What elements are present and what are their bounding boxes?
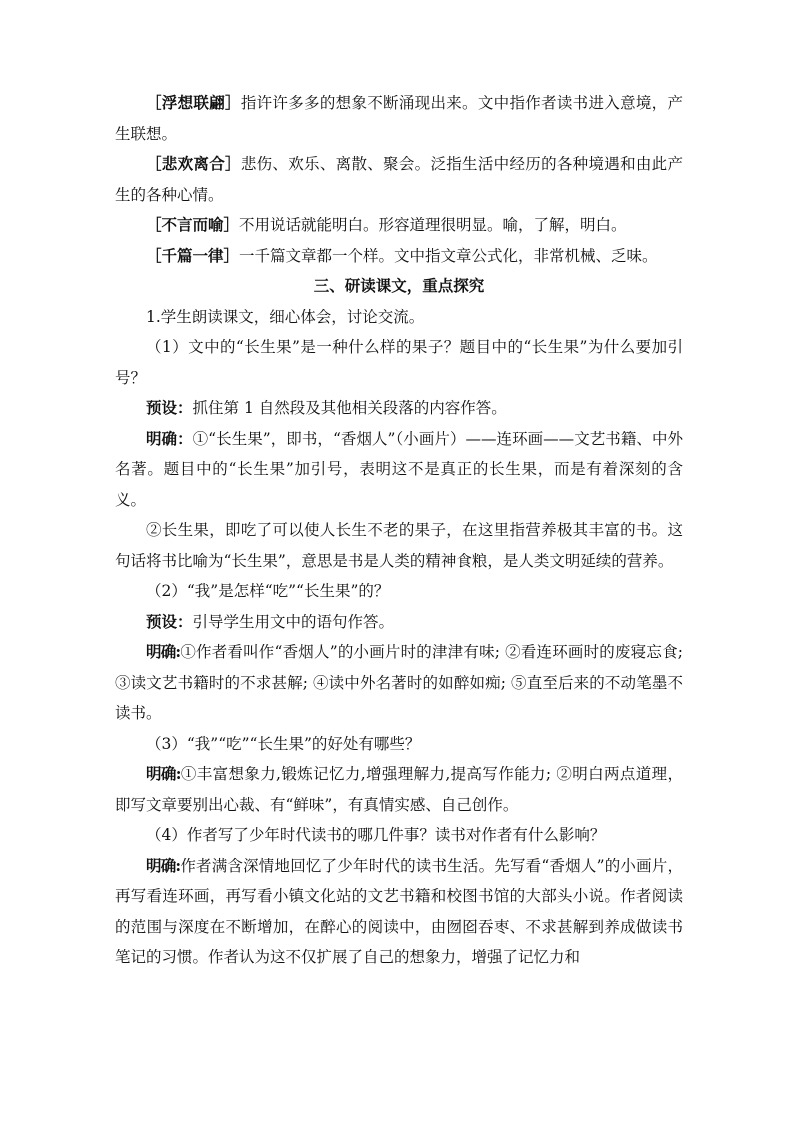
question-1-answer-2: ②长生果，即吃了可以使人长生不老的果子，在这里指营养极其丰富的书。这句话将书比喻为“长生果”，意思是书是人类的精神食粮，是人类文明延续的营养。 [115,521,683,570]
vocab-definition: 一千篇文章都一个样。文中指文章公式化，非常机械、乏味。 [239,246,658,265]
question-3: （3）“我”“吃”“长生果”的好处有哪些？ [146,734,421,753]
question-3-answer [115,759,683,820]
answer-text: ①“长生果”，即书，“香烟人”（小画片）——连环画——文艺书籍、中外名著。题目中的“长生果”加引号，表明这不是真正的长生果，而是有着深刻的含义。 [115,429,683,509]
preset-text: 抓住第 1 自然段及其他相关段落的内容作答。 [192,399,507,417]
question-1-answer [115,424,683,516]
preset-label: 预设： [146,611,193,631]
vocab-term: ［悲欢离合］ [146,154,241,173]
vocab-paragraph-2 [115,149,683,210]
section-heading: 三、研读课文，重点探究 [313,276,485,295]
vocab-definition: 悲伤、欢乐、离散、聚会。泛指生活中经历的各种境遇和由此产生的各种心情。 [115,155,683,204]
question-2: （2）“我”是怎样“吃”“长生果”的？ [146,582,390,600]
question-1: （1）文中的“长生果”是一种什么样的果子？题目中的“长生果”为什么要加引号？ [115,338,683,387]
preset-text: 引导学生用文中的语句作答。 [192,612,395,631]
question-2-answer [115,637,683,729]
vocab-paragraph-1 [115,88,683,149]
vocab-definition: 指许许多多的想象不断涌现出来。文中指作者读书进入意境，产生联想。 [115,94,683,143]
vocab-term: ［浮想联翩］ [146,93,241,112]
vocab-paragraph-3 [115,210,683,241]
vocab-term: ［千篇一律］ [146,245,240,265]
question-4-answer [115,851,683,973]
vocab-definition: 不用说话就能明白。形容道理很明显。喻，了解，明白。 [239,216,627,234]
vocab-term: ［不言而喻］ [146,215,240,234]
answer-label: 明确: [146,855,181,875]
question-4: （4）作者写了少年时代读书的哪几件事？读书对作者有什么影响？ [146,826,606,844]
document-page [115,88,683,973]
answer-text: ①丰富想象力,锻炼记忆力,增强理解力,提高写作能力; ②明白两点道理，即写文章要别出心裁、有“鲜味”，有真情实感、自己创作。 [115,765,683,814]
answer-label: 明确: [146,764,181,783]
vocab-paragraph-4 [115,241,683,272]
step-1: 1.学生朗读课文，细心体会，讨论交流。 [146,307,425,326]
question-2-preset [115,607,683,638]
answer-text: ①作者看叫作“香烟人”的小画片时的津津有味; ②看连环画时的废寝忘食; ③读文艺书籍时的不求甚解; ④读中外名著时的如醉如痴; ⑤直至后来的不动笔墨不读书。 [115,643,683,722]
answer-label: 明确: [146,642,181,661]
question-1-preset [115,393,683,424]
answer-text: 作者满含深情地回忆了少年时代的读书生活。先写看“香烟人”的小画片，再写看连环画，再写看小镇文化站的文艺书籍和校图书馆的大部头小说。作者阅读的范围与深度在不断增加，在醉心的阅读中，由囫囵吞枣、不求甚解到养成做读书笔记的习惯。作者认为这不仅扩展了自己的想象力，增强了记忆力和 [115,856,683,966]
preset-label: 预设： [146,398,193,417]
answer-label: 明确： [146,428,193,448]
